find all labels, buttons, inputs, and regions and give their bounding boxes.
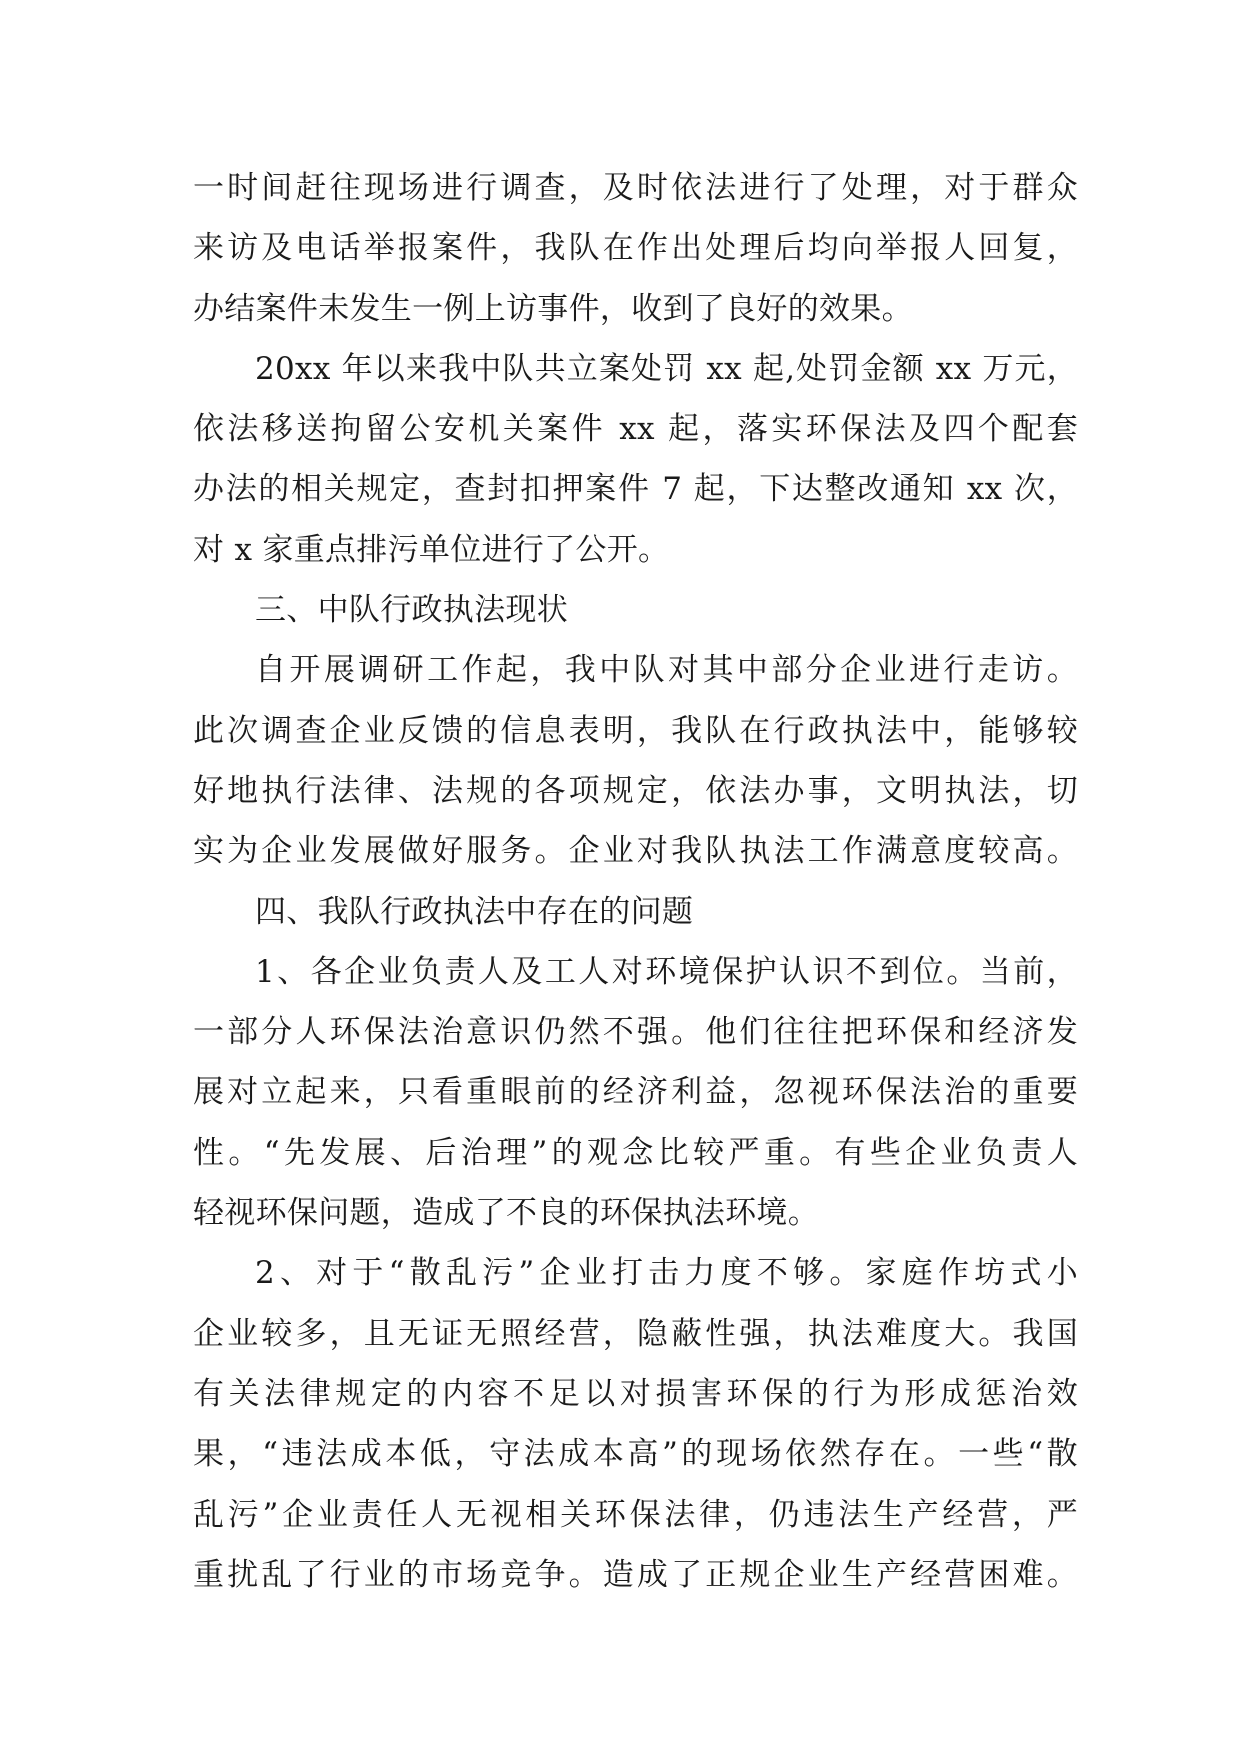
paragraph-line: 20xx 年以来我中队共立案处罚 xx 起,处罚金额 xx 万元， bbox=[255, 350, 1078, 387]
paragraph-line: 一时间赶往现场进行调查，及时依法进行了处理，对于群众 bbox=[193, 170, 1078, 206]
paragraph-line: 1、各企业负责人及工人对环境保护认识不到位。当前， bbox=[255, 953, 1078, 990]
paragraph-line: 办法的相关规定，查封扣押案件 7 起，下达整改通知 xx 次， bbox=[193, 471, 1078, 508]
section-heading: 三、中队行政执法现状 bbox=[255, 592, 568, 629]
paragraph-line: 依法移送拘留公安机关案件 xx 起，落实环保法及四个配套 bbox=[193, 411, 1078, 448]
paragraph-line: 办结案件未发生一例上访事件，收到了良好的效果。 bbox=[193, 290, 913, 327]
paragraph-line: 轻视环保问题，造成了不良的环保执法环境。 bbox=[193, 1195, 819, 1232]
paragraph-line: 2、对于“散乱污”企业打击力度不够。家庭作坊式小 bbox=[255, 1255, 1078, 1292]
paragraph-line: 自开展调研工作起，我中队对其中部分企业进行走访。 bbox=[255, 652, 1078, 689]
document-body bbox=[193, 158, 1078, 1605]
paragraph-line: 乱污”企业责任人无视相关环保法律，仍违法生产经营，严 bbox=[193, 1496, 1078, 1533]
paragraph-line: 此次调查企业反馈的信息表明，我队在行政执法中，能够较 bbox=[193, 712, 1078, 749]
paragraph-line: 展对立起来，只看重眼前的经济利益，忽视环保法治的重要 bbox=[193, 1074, 1078, 1111]
paragraph-line: 一部分人环保法治意识仍然不强。他们往往把环保和经济发 bbox=[193, 1014, 1078, 1051]
paragraph-line: 企业较多，且无证无照经营，隐蔽性强，执法难度大。我国 bbox=[193, 1315, 1078, 1352]
paragraph-line: 果，“违法成本低，守法成本高”的现场依然存在。一些“散 bbox=[193, 1436, 1078, 1473]
section-heading: 四、我队行政执法中存在的问题 bbox=[255, 893, 694, 930]
paragraph-line: 对 x 家重点排污单位进行了公开。 bbox=[193, 531, 670, 568]
paragraph-line: 性。“先发展、后治理”的观念比较严重。有些企业负责人 bbox=[193, 1134, 1078, 1171]
paragraph-line: 来访及电话举报案件，我队在作出处理后均向举报人回复， bbox=[193, 230, 1078, 267]
paragraph-line: 实为企业发展做好服务。企业对我队执法工作满意度较高。 bbox=[193, 833, 1078, 870]
paragraph-line: 有关法律规定的内容不足以对损害环保的行为形成惩治效 bbox=[193, 1375, 1078, 1412]
paragraph-line: 重扰乱了行业的市场竞争。造成了正规企业生产经营困难。 bbox=[193, 1556, 1078, 1593]
paragraph-line: 好地执行法律、法规的各项规定，依法办事，文明执法，切 bbox=[193, 772, 1078, 809]
